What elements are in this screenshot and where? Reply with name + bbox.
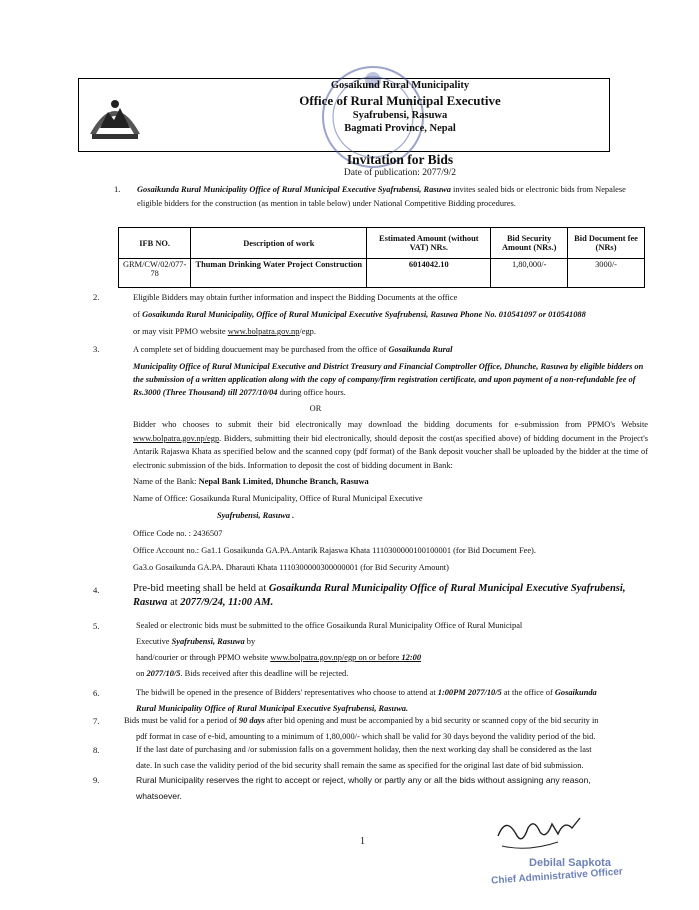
bank-name: Nepal Bank Limited, Dhunche Branch, Rasuwa bbox=[198, 477, 369, 486]
item-number: 5. bbox=[93, 621, 100, 631]
cell-estimated-amount: 6014042.10 bbox=[367, 259, 491, 288]
item-7-line-a bbox=[124, 714, 649, 728]
nepal-emblem-icon bbox=[84, 84, 146, 142]
item-1-text bbox=[137, 183, 645, 211]
opening-intro: The bidwill be opened in the presence of Bidders' representatives who choose to attend at bbox=[136, 688, 438, 697]
validity-rest: after bid opening and must be accompanied by a bid security or scanned copy of the bid security in bbox=[264, 716, 599, 725]
validity-intro: Bids must be valid for a period of bbox=[124, 716, 239, 725]
e-submission-details: . Bidders, submitting their bid electronically, should deposit the cost(as specified above) of bidding document in the Project's Antarik Rajaswa Khata as specified below and the scanned copy (pdf format) of the Bank deposit voucher shall be uploaded by the bidder at the time of electronic submission of the bids. Information to deposit the cost of bidding document in Bank: bbox=[133, 433, 648, 470]
item-3-line-a bbox=[133, 343, 648, 357]
col-ifb-no: IFB NO. bbox=[119, 228, 191, 259]
item-5-text bbox=[136, 619, 648, 681]
item-2-office: Gosaikunda Rural Municipality, Office of Rural Municipal Executive Syafrubensi, Rasuwa Phone No. 010541097 or 010541088 bbox=[142, 310, 586, 319]
office-code-line: Office Code no. : 2436507 bbox=[133, 529, 223, 538]
page-number: 1 bbox=[360, 836, 365, 847]
item-number: 1. bbox=[114, 184, 121, 194]
table-header-row bbox=[119, 228, 645, 259]
item-3-office-hours: during office hours. bbox=[277, 388, 346, 397]
opening-at: at the office of bbox=[501, 688, 555, 697]
item-6-text bbox=[136, 686, 651, 716]
item-9-line-b: whatsoever. bbox=[136, 791, 182, 801]
item-number: 3. bbox=[93, 344, 100, 354]
item-3-purchase-terms: Municipality Office of Rural Municipal Executive and District Treasury and Financial Comptroller Office, Dhunche, Rasuwa by eligible bidders on the submission of a written application along with the copy of company/firm registration certificate, and upon payment of a non-refundable fee of Rs.3000 (Three Thousand) till 2077/10/04 bbox=[133, 362, 644, 397]
item-5-line-c bbox=[136, 651, 648, 665]
item-3-electronic bbox=[133, 418, 648, 472]
signatory-name: Debilal Sapkota bbox=[529, 857, 611, 869]
item-8-line-a: If the last date of purchasing and /or submission falls on a government holiday, then the next working day shall be considered as the last bbox=[136, 745, 592, 754]
item-number: 4. bbox=[93, 585, 100, 595]
validity-days: 90 days bbox=[238, 716, 265, 725]
item-9-line-a: Rural Municipality reserves the right to accept or reject, wholly or partly any or all the bids without assigning any reason, bbox=[136, 775, 591, 785]
prebid-venue: Gosaikunda Rural Municipality Office of Rural Municipal Executive Syafrubensi, Rasuwa bbox=[133, 583, 626, 608]
opening-office: Rural Municipality Office of Rural Municipal Executive Syafrubensi, Rasuwa. bbox=[136, 704, 409, 713]
deadline-note: . Bids received after this deadline will be rejected. bbox=[180, 669, 349, 678]
item-number: 9. bbox=[93, 775, 100, 785]
item-8-text bbox=[136, 743, 651, 773]
item-2-link-suffix: /egp. bbox=[299, 327, 316, 336]
item-3-text bbox=[133, 343, 648, 575]
submission-time: 12:00 bbox=[401, 653, 422, 662]
office-location-line: Syafrubensi, Rasuwa . bbox=[217, 511, 295, 520]
prebid-intro: Pre-bid meeting shall be held at bbox=[133, 583, 269, 594]
office-name-line: Name of Office: Gosaikunda Rural Municipality, Office of Rural Municipal Executive bbox=[133, 494, 423, 503]
item-number: 7. bbox=[93, 716, 100, 726]
col-document-fee: Bid Document fee (NRs) bbox=[568, 228, 645, 259]
col-estimated-amount: Estimated Amount (without VAT) NRs. bbox=[367, 228, 491, 259]
municipality-name: Gosaikund Rural Municipality bbox=[330, 80, 470, 91]
opening-time: 1:00PM 2077/10/5 bbox=[437, 688, 502, 697]
cell-description: Thuman Drinking Water Project Construction bbox=[191, 259, 367, 288]
cell-document-fee: 3000/- bbox=[568, 259, 645, 288]
item-9-text bbox=[136, 773, 651, 803]
egp-link[interactable]: www.bolpatra.gov.np/egp bbox=[133, 433, 220, 443]
province: Bagmati Province, Nepal bbox=[344, 123, 456, 134]
item-6-line-a bbox=[136, 686, 651, 700]
table-row bbox=[119, 259, 645, 288]
opening-office-start: Gosaikunda bbox=[554, 688, 597, 697]
bid-table bbox=[118, 227, 645, 288]
item-2-website-prefix: or may visit PPMO website bbox=[133, 327, 228, 336]
cell-bid-security: 1,80,000/- bbox=[491, 259, 568, 288]
signatory-title: Chief Administrative Officer bbox=[490, 866, 624, 887]
item-5-line-a: Sealed or electronic bids must be submitted to the office Gosaikunda Rural Municipality Office of Rural Municipal bbox=[136, 621, 523, 630]
item-7-line-b: pdf format in case of e-bid, amounting to a minimum of 1,80,000/- which shall be valid for 30 days beyond the validity period of the bid. bbox=[136, 732, 596, 741]
item-3-office-start: Gosaikunda Rural bbox=[388, 345, 453, 354]
or-separator: OR bbox=[309, 404, 322, 413]
item-5-line-d bbox=[136, 667, 648, 681]
item-number: 2. bbox=[93, 292, 100, 302]
e-submission-text: Bidder who chooses to submit their bid electronically may download the bidding documents for e-submission from PPMO's Website bbox=[133, 420, 648, 429]
publication-date: Date of publication: 2077/9/2 bbox=[343, 168, 457, 178]
item-3-intro: A complete set of bidding doucuement may be purchased from the office of bbox=[133, 345, 389, 354]
item-5-executive: Executive bbox=[136, 637, 172, 646]
prebid-date: 2077/9/24, 11:00 AM. bbox=[180, 597, 274, 608]
office-name: Office of Rural Municipal Executive bbox=[299, 93, 501, 108]
col-description: Description of work bbox=[191, 228, 367, 259]
item-2-line-b bbox=[133, 308, 648, 322]
item-1-body: invites sealed bids or electronic bids from Nepalese eligible bidders for the construction (as mention in table below) under National Competitive Bidding procedures. bbox=[137, 185, 626, 208]
item-2-prefix: of bbox=[133, 310, 143, 319]
item-5-line-b bbox=[136, 635, 648, 649]
signature-icon bbox=[488, 806, 608, 856]
account-line-2: Ga3.o Gosaikunda GA.PA. Dharauti Khata 1110300000300000001 (for Bid Security Amount) bbox=[133, 563, 449, 572]
ppmo-link[interactable]: www.bolpatra.gov.np bbox=[227, 327, 300, 336]
bank-line bbox=[133, 475, 648, 489]
item-5-on: on bbox=[136, 669, 147, 678]
document-title: Invitation for Bids bbox=[346, 152, 454, 167]
account-line-1: Office Account no.: Ga1.1 Gosaikunda GA.PA.Antarik Rajaswa Khata 1110300000100100001 (for Bid Document Fee). bbox=[133, 546, 536, 555]
bank-label: Name of the Bank: bbox=[133, 477, 199, 486]
item-1-municipality: Gosaikunda Rural Municipality Office of Rural Municipal Executive Syafrubensi, Rasuwa bbox=[137, 185, 451, 194]
office-location: Syafrubensi, Rasuwa bbox=[352, 110, 448, 121]
item-4-text bbox=[133, 582, 648, 610]
submission-date: 2077/10/5 bbox=[146, 669, 181, 678]
item-2-line-a: Eligible Bidders may obtain further information and inspect the Bidding Documents at the office bbox=[133, 293, 458, 302]
item-7-text bbox=[124, 714, 649, 744]
item-5-location: Syafrubensi, Rasuwa bbox=[171, 637, 245, 646]
prebid-at: at bbox=[167, 597, 181, 608]
item-number: 6. bbox=[93, 688, 100, 698]
item-8-line-b: date. In such case the validity period of the bid security shall remain the same as specified for the original last date of bid submission. bbox=[136, 761, 584, 770]
item-5-by: by bbox=[244, 637, 256, 646]
item-5-courier: hand/courier or through PPMO website bbox=[136, 653, 271, 662]
item-2-text bbox=[133, 291, 648, 339]
cell-ifb-no: GRM/CW/02/077-78 bbox=[119, 259, 191, 288]
item-3-line-b bbox=[133, 360, 648, 399]
col-bid-security: Bid Security Amount (NRs.) bbox=[491, 228, 568, 259]
item-number: 8. bbox=[93, 745, 100, 755]
submission-link[interactable]: www.bolpatra.gov.np/egp on or before bbox=[270, 653, 402, 662]
item-2-line-c bbox=[133, 325, 648, 339]
